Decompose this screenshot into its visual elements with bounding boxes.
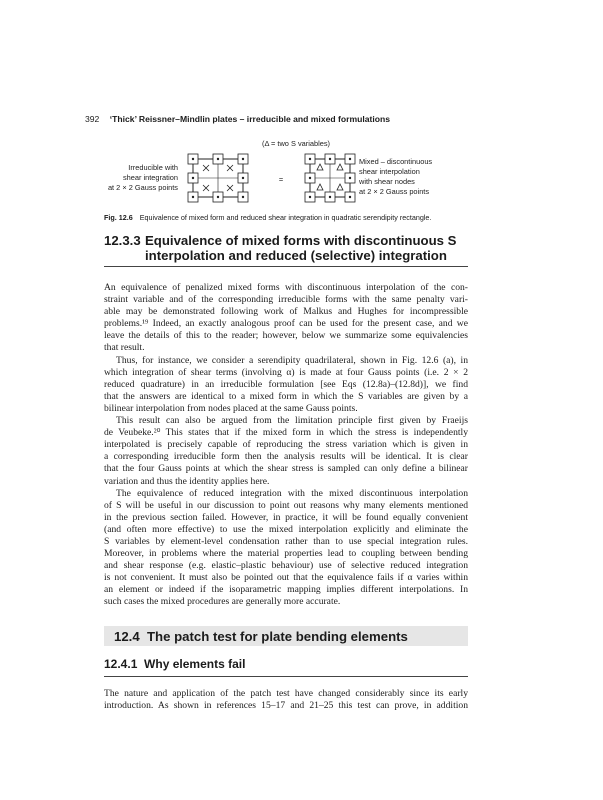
text-line: de Veubeke.²⁰ This states that if the mixed form in which the stress is independently bbox=[104, 427, 468, 439]
text-line: of S will be useful in our discussion to point out reasons why many elements mentioned bbox=[104, 499, 468, 511]
section-heading-12-3-3 bbox=[104, 233, 468, 263]
section-number: 12.3.3 bbox=[104, 233, 141, 248]
paragraph-4 bbox=[104, 488, 468, 609]
text-line: leave the details of this to the reader; however, below we summarize some equivalencies bbox=[104, 330, 468, 342]
figure-diagram bbox=[108, 134, 468, 218]
figure-caption-text: Equivalence of mixed form and reduced shear integration in quadratic serendipity rectangle. bbox=[139, 213, 432, 222]
paragraph-1 bbox=[104, 282, 468, 355]
text-line: that result. bbox=[104, 342, 145, 354]
figure-right-label-4: at 2 × 2 Gauss points bbox=[359, 187, 430, 196]
text-line: that the answers are identical to a mixed form in which the S variables are given by a bbox=[104, 390, 468, 402]
left-element-diagram bbox=[188, 154, 248, 202]
subsection-rule bbox=[104, 676, 468, 677]
page-number: 392 bbox=[85, 114, 100, 124]
text-line: An equivalence of penalized mixed forms with discontinuous interpolation of the con- bbox=[104, 282, 468, 293]
figure-left-label-2: shear integration bbox=[122, 173, 178, 182]
text-line: a corresponding irreducible form then the analysis results will be identical. It is clear bbox=[104, 451, 468, 463]
section-3-number: 12.4.1 bbox=[104, 657, 138, 671]
figure-top-note: (Δ = two S variables) bbox=[262, 139, 330, 148]
figure-equals: = bbox=[278, 175, 284, 184]
text-line: such cases the mixed procedures are generally more accurate. bbox=[104, 596, 341, 608]
section-2-title: The patch test for plate bending elements bbox=[147, 629, 408, 644]
text-line: and shear response (e.g. elastic–plastic behaviour) use of selective reduced integration bbox=[104, 560, 468, 572]
running-title: ‘Thick’ Reissner–Mindlin plates – irreducible and mixed formulations bbox=[109, 114, 391, 124]
text-line: interpolated is precisely capable of reproducing the stress variation which is given in bbox=[104, 439, 468, 451]
section-3-title: Why elements fail bbox=[144, 657, 246, 671]
text-line: The nature and application of the patch test have changed considerably since its early bbox=[104, 688, 468, 699]
section-heading-12-4 bbox=[114, 629, 408, 644]
text-line: straint variable and of the corresponding irreducible forms with the same penalty vari- bbox=[104, 294, 468, 306]
figure-caption-number: Fig. 12.6 bbox=[104, 213, 133, 222]
text-line: Moreover, in problems where the material properties lead to coupling between bending bbox=[104, 548, 468, 560]
text-line: reduced quadrature) in an irreducible formulation [see Eqs (12.8a)–(12.8d)], we find bbox=[104, 378, 468, 390]
running-header bbox=[85, 114, 525, 124]
figure-left-label-1: Irreducible with bbox=[128, 163, 178, 172]
text-line: (and often more effective) to use the mixed interpolation explicitly and eliminate the bbox=[104, 523, 468, 535]
paragraph-3 bbox=[104, 415, 468, 488]
text-line: introduction. As shown in references 15–17 and 21–25 this test can prove, in addition bbox=[104, 700, 468, 712]
section-title-line-1: Equivalence of mixed forms with discontinuous S bbox=[145, 233, 457, 248]
paragraph-5 bbox=[104, 688, 468, 712]
figure-caption bbox=[104, 213, 504, 222]
text-line: an element or indeed if the isoparametric mapping implies different interpolations. In bbox=[104, 584, 468, 596]
section-heading-12-4-1 bbox=[104, 657, 245, 671]
text-line: in the previous section failed. However, in practice, it will be found equally convenient bbox=[104, 511, 468, 523]
text-line: Thus, for instance, we consider a serendipity quadrilateral, shown in Fig. 12.6 (a), in bbox=[116, 354, 468, 366]
text-line: problems.¹⁹ Indeed, an exactly analogous proof can be used for the present case, and we bbox=[104, 318, 468, 330]
figure-right-label-2: shear interpolation bbox=[359, 167, 420, 176]
text-line: S variables by element-level condensation rather than to use special integration rules. bbox=[104, 535, 468, 547]
figure-right-label-1: Mixed – discontinuous bbox=[359, 157, 433, 166]
text-line: variation and thus the identity applies here. bbox=[104, 475, 270, 487]
right-element-diagram bbox=[305, 154, 355, 202]
figure-right-label-3: with shear nodes bbox=[359, 177, 415, 186]
figure-left-label-3: at 2 × 2 Gauss points bbox=[107, 183, 178, 192]
paragraph-2 bbox=[104, 355, 468, 415]
figure-12-6 bbox=[108, 134, 468, 218]
section-title-line-2: interpolation and reduced (selective) integration bbox=[145, 248, 447, 263]
text-line: able may be demonstrated following work of Malkus and Hughes for incompressible bbox=[104, 306, 468, 318]
text-line: bilinear interpolation from nodes placed at the same Gauss points. bbox=[104, 402, 358, 414]
section-rule bbox=[104, 266, 468, 267]
text-line: This result can also be argued from the limitation principle first given by Fraeijs bbox=[116, 415, 468, 427]
text-line: which integration of shear terms (involving α) is made at four Gauss points (i.e. 2 × 2 bbox=[104, 366, 468, 378]
text-line: The equivalence of reduced integration with the mixed discontinuous interpolation bbox=[116, 487, 468, 499]
body-paragraph-5 bbox=[104, 688, 468, 712]
text-line: is not convenient. It must also be pointed out that the equivalence fails if α varies within bbox=[104, 572, 468, 584]
body-paragraphs bbox=[104, 282, 468, 609]
text-line: that the four Gauss points at which the shear stress is sampled can only define a bilinear bbox=[104, 463, 468, 475]
section-2-number: 12.4 bbox=[114, 629, 140, 644]
